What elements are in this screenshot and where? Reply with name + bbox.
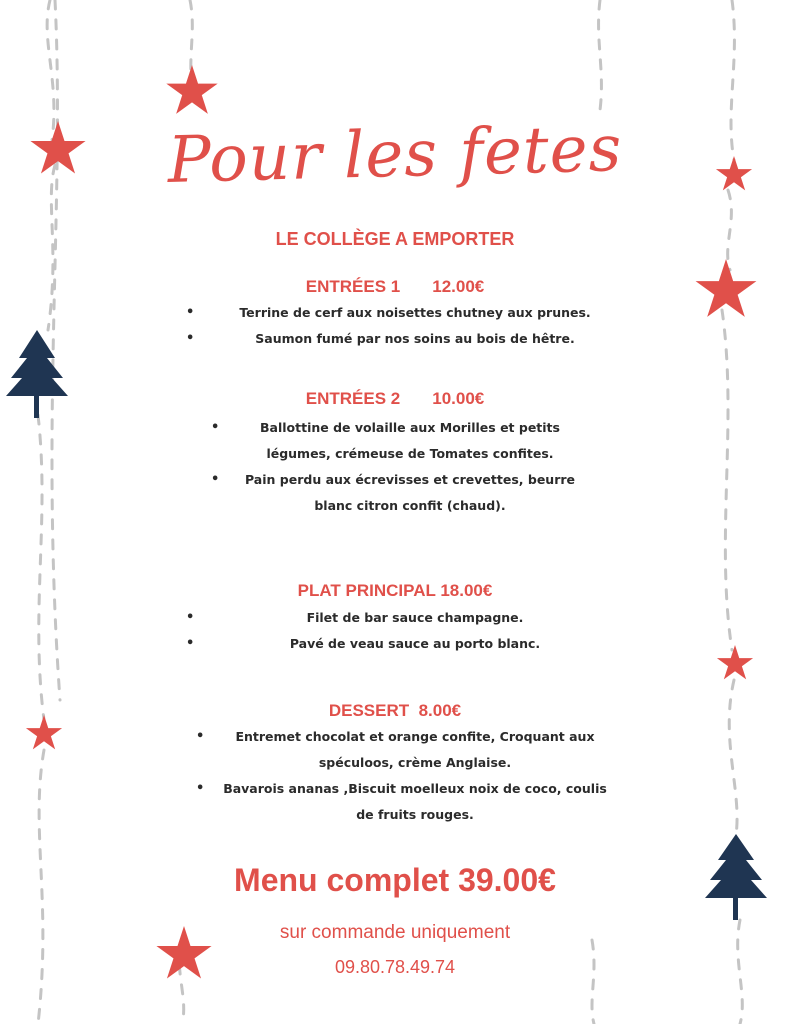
section-name: ENTRÉES 2: [305, 389, 401, 408]
subtitle: LE COLLÈGE A EMPORTER: [275, 229, 515, 249]
section-price: 12.00€: [432, 277, 485, 296]
list-item: • Pavé de veau sauce au porto blanc.: [180, 631, 630, 657]
star-icon: [696, 259, 757, 317]
section-name: ENTRÉES 1: [305, 277, 401, 296]
menu-complete-price: Menu complet 39.00€: [234, 862, 556, 898]
list-item: • Saumon fumé par nos soins au bois de hêtre.: [180, 326, 630, 352]
list-item: • Bavarois ananas ,Biscuit moelleux noix de coco, coulis de fruits rouges.: [190, 776, 620, 828]
section-items-dessert: [190, 724, 620, 828]
star-icon: [26, 715, 62, 749]
star-icon: [166, 65, 217, 114]
hanging-string: [47, 0, 54, 140]
section-heading-plat-principal: [200, 581, 590, 601]
hanging-string: [722, 310, 732, 650]
section-name: PLAT PRINCIPAL: [297, 581, 436, 600]
order-note: sur commande uniquement: [279, 922, 511, 943]
list-item: • Ballottine de volaille aux Morilles et petits légumes, crémeuse de Tomates confites.: [205, 415, 595, 467]
list-item: • Entremet chocolat et orange confite, Croquant aux spéculoos, crème Anglaise.: [190, 724, 620, 776]
hanging-string: [728, 190, 732, 270]
list-item: • Terrine de cerf aux noisettes chutney aux prunes.: [180, 300, 630, 326]
list-item: • Pain perdu aux écrevisses et crevettes, beurre blanc citron confit (chaud).: [205, 467, 595, 519]
page-title: Pour les fetes: [166, 112, 624, 198]
section-price: 10.00€: [432, 389, 485, 408]
hanging-string: [731, 0, 734, 160]
hanging-string: [38, 750, 44, 1024]
hanging-string: [729, 680, 737, 835]
section-items-entrees-1: [180, 300, 630, 352]
christmas-tree-icon: [6, 330, 68, 418]
hanging-string: [738, 920, 743, 1024]
section-heading-entrees-1: [200, 277, 590, 297]
star-icon: [716, 156, 752, 190]
phone-number: 09.80.78.49.74: [334, 957, 456, 977]
section-heading-dessert: [200, 701, 590, 721]
hanging-string: [38, 415, 44, 720]
section-items-entrees-2: [205, 415, 595, 519]
star-icon: [717, 645, 753, 679]
section-name: DESSERT: [328, 701, 410, 720]
hanging-string: [592, 940, 594, 1024]
hanging-string: [599, 0, 602, 110]
section-price: 18.00€: [440, 581, 493, 600]
section-heading-entrees-2: [200, 389, 590, 409]
christmas-tree-icon: [705, 834, 767, 920]
list-item: • Filet de bar sauce champagne.: [180, 605, 630, 631]
section-price: 8.00€: [418, 701, 462, 720]
section-items-plat-principal: [180, 605, 630, 657]
